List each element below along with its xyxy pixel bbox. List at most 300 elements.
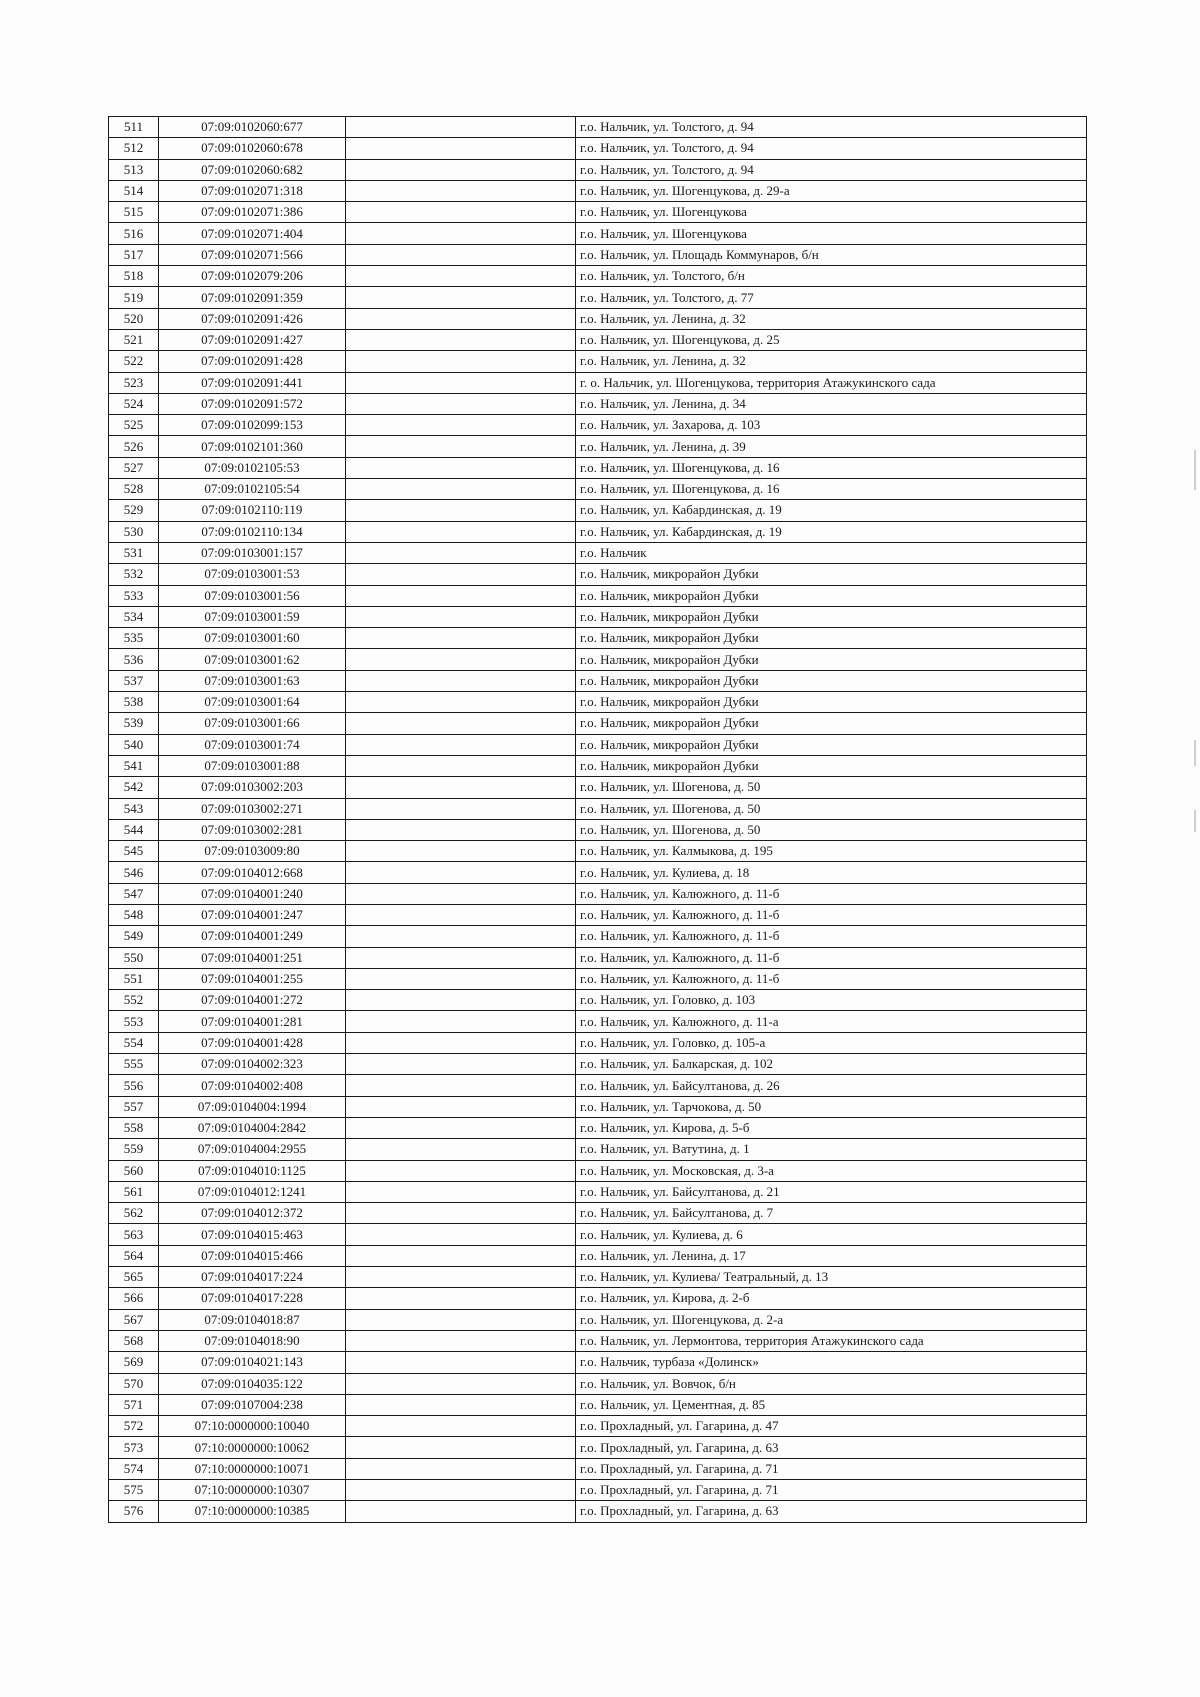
empty-cell (346, 990, 576, 1011)
cadastral-number-cell: 07:09:0104017:224 (159, 1267, 346, 1288)
empty-cell (346, 670, 576, 691)
empty-cell (346, 564, 576, 585)
cadastral-number-cell: 07:09:0102101:360 (159, 436, 346, 457)
address-cell: г.о. Нальчик, ул. Вовчок, б/н (576, 1373, 1087, 1394)
address-cell: г. о. Нальчик, ул. Шогенцукова, территория Атажукинского сада (576, 372, 1087, 393)
row-number-cell: 574 (109, 1458, 159, 1479)
table-row (109, 713, 1087, 734)
address-cell: г.о. Нальчик, ул. Кирова, д. 5-б (576, 1117, 1087, 1138)
empty-cell (346, 1480, 576, 1501)
address-cell: г.о. Прохладный, ул. Гагарина, д. 63 (576, 1501, 1087, 1522)
cadastral-number-cell: 07:10:0000000:10307 (159, 1480, 346, 1501)
row-number-cell: 545 (109, 841, 159, 862)
cadastral-number-cell: 07:09:0104015:466 (159, 1245, 346, 1266)
row-number-cell: 549 (109, 926, 159, 947)
row-number-cell: 576 (109, 1501, 159, 1522)
table-row (109, 1117, 1087, 1138)
empty-cell (346, 457, 576, 478)
row-number-cell: 573 (109, 1437, 159, 1458)
cadastral-number-cell: 07:09:0102091:572 (159, 393, 346, 414)
row-number-cell: 542 (109, 777, 159, 798)
cadastral-number-cell: 07:09:0104010:1125 (159, 1160, 346, 1181)
row-number-cell: 565 (109, 1267, 159, 1288)
table-row (109, 117, 1087, 138)
row-number-cell: 534 (109, 606, 159, 627)
cadastral-number-cell: 07:09:0103002:281 (159, 819, 346, 840)
address-cell: г.о. Нальчик, ул. Калюжного, д. 11-б (576, 904, 1087, 925)
address-cell: г.о. Нальчик, микрорайон Дубки (576, 606, 1087, 627)
cadastral-number-cell: 07:09:0102091:427 (159, 329, 346, 350)
empty-cell (346, 649, 576, 670)
address-cell: г.о. Нальчик, ул. Байсултанова, д. 21 (576, 1181, 1087, 1202)
cadastral-number-cell: 07:09:0102071:386 (159, 202, 346, 223)
cadastral-number-cell: 07:09:0104012:1241 (159, 1181, 346, 1202)
address-cell: г.о. Нальчик, ул. Московская, д. 3-а (576, 1160, 1087, 1181)
row-number-cell: 518 (109, 266, 159, 287)
row-number-cell: 547 (109, 883, 159, 904)
cadastral-number-cell: 07:09:0104001:240 (159, 883, 346, 904)
row-number-cell: 526 (109, 436, 159, 457)
cadastral-number-cell: 07:09:0102091:428 (159, 351, 346, 372)
empty-cell (346, 947, 576, 968)
empty-cell (346, 1139, 576, 1160)
address-cell: г.о. Нальчик, ул. Калюжного, д. 11-б (576, 883, 1087, 904)
address-cell: г.о. Нальчик, ул. Калюжного, д. 11-б (576, 926, 1087, 947)
cadastral-number-cell: 07:09:0104001:249 (159, 926, 346, 947)
address-cell: г.о. Прохладный, ул. Гагарина, д. 71 (576, 1480, 1087, 1501)
table-row (109, 734, 1087, 755)
table-row (109, 457, 1087, 478)
cadastral-number-cell: 07:09:0102071:318 (159, 180, 346, 201)
table-row (109, 372, 1087, 393)
row-number-cell: 543 (109, 798, 159, 819)
address-cell: г.о. Нальчик, ул. Байсултанова, д. 7 (576, 1203, 1087, 1224)
address-cell: г.о. Нальчик, ул. Шогенова, д. 50 (576, 819, 1087, 840)
row-number-cell: 528 (109, 479, 159, 500)
address-cell: г.о. Нальчик, микрорайон Дубки (576, 755, 1087, 776)
table-row (109, 755, 1087, 776)
cadastral-number-cell: 07:09:0107004:238 (159, 1394, 346, 1415)
row-number-cell: 552 (109, 990, 159, 1011)
empty-cell (346, 500, 576, 521)
empty-cell (346, 372, 576, 393)
empty-cell (346, 436, 576, 457)
address-cell: г.о. Нальчик, ул. Калюжного, д. 11-а (576, 1011, 1087, 1032)
table-row (109, 308, 1087, 329)
row-number-cell: 524 (109, 393, 159, 414)
address-cell: г.о. Нальчик, микрорайон Дубки (576, 564, 1087, 585)
address-cell: г.о. Нальчик, микрорайон Дубки (576, 649, 1087, 670)
cadastral-number-cell: 07:09:0102071:404 (159, 223, 346, 244)
address-cell: г.о. Нальчик, ул. Захарова, д. 103 (576, 415, 1087, 436)
cadastral-number-cell: 07:09:0103001:60 (159, 628, 346, 649)
table-row (109, 1245, 1087, 1266)
cadastral-number-cell: 07:09:0103001:62 (159, 649, 346, 670)
row-number-cell: 536 (109, 649, 159, 670)
cadastral-number-cell: 07:09:0102110:119 (159, 500, 346, 521)
address-cell: г.о. Нальчик, ул. Шогенцукова, д. 16 (576, 479, 1087, 500)
empty-cell (346, 606, 576, 627)
row-number-cell: 519 (109, 287, 159, 308)
empty-cell (346, 628, 576, 649)
row-number-cell: 555 (109, 1054, 159, 1075)
address-cell: г.о. Нальчик, ул. Байсултанова, д. 26 (576, 1075, 1087, 1096)
row-number-cell: 557 (109, 1096, 159, 1117)
empty-cell (346, 1075, 576, 1096)
registry-table (108, 116, 1087, 1523)
address-cell: г.о. Нальчик, ул. Калюжного, д. 11-б (576, 968, 1087, 989)
row-number-cell: 539 (109, 713, 159, 734)
address-cell: г.о. Нальчик, ул. Шогенцукова, д. 2-а (576, 1309, 1087, 1330)
address-cell: г.о. Нальчик, ул. Ленина, д. 34 (576, 393, 1087, 414)
table-row (109, 841, 1087, 862)
table-row (109, 542, 1087, 563)
cadastral-number-cell: 07:09:0104017:228 (159, 1288, 346, 1309)
address-cell: г.о. Нальчик, ул. Лермонтова, территория Атажукинского сада (576, 1330, 1087, 1351)
cadastral-number-cell: 07:09:0104018:90 (159, 1330, 346, 1351)
row-number-cell: 551 (109, 968, 159, 989)
cadastral-number-cell: 07:09:0102091:359 (159, 287, 346, 308)
table-row (109, 180, 1087, 201)
cadastral-number-cell: 07:09:0103001:157 (159, 542, 346, 563)
empty-cell (346, 862, 576, 883)
row-number-cell: 529 (109, 500, 159, 521)
empty-cell (346, 1117, 576, 1138)
empty-cell (346, 542, 576, 563)
table-row (109, 1181, 1087, 1202)
row-number-cell: 560 (109, 1160, 159, 1181)
empty-cell (346, 415, 576, 436)
address-cell: г.о. Нальчик, ул. Толстого, д. 94 (576, 117, 1087, 138)
table-row (109, 500, 1087, 521)
row-number-cell: 520 (109, 308, 159, 329)
table-row (109, 585, 1087, 606)
empty-cell (346, 287, 576, 308)
empty-cell (346, 1011, 576, 1032)
table-row (109, 1309, 1087, 1330)
address-cell: г.о. Нальчик, ул. Тарчокова, д. 50 (576, 1096, 1087, 1117)
empty-cell (346, 1458, 576, 1479)
empty-cell (346, 841, 576, 862)
address-cell: г.о. Прохладный, ул. Гагарина, д. 47 (576, 1416, 1087, 1437)
row-number-cell: 537 (109, 670, 159, 691)
empty-cell (346, 926, 576, 947)
table-row (109, 159, 1087, 180)
empty-cell (346, 1032, 576, 1053)
row-number-cell: 570 (109, 1373, 159, 1394)
address-cell: г.о. Нальчик, ул. Толстого, д. 77 (576, 287, 1087, 308)
row-number-cell: 554 (109, 1032, 159, 1053)
empty-cell (346, 1288, 576, 1309)
scan-artifact-right-2 (1194, 740, 1196, 766)
table-row (109, 1288, 1087, 1309)
empty-cell (346, 968, 576, 989)
address-cell: г.о. Нальчик, турбаза «Долинск» (576, 1352, 1087, 1373)
row-number-cell: 521 (109, 329, 159, 350)
cadastral-number-cell: 07:09:0104001:281 (159, 1011, 346, 1032)
empty-cell (346, 1330, 576, 1351)
row-number-cell: 538 (109, 692, 159, 713)
table-row (109, 1011, 1087, 1032)
empty-cell (346, 904, 576, 925)
row-number-cell: 566 (109, 1288, 159, 1309)
empty-cell (346, 1267, 576, 1288)
cadastral-number-cell: 07:09:0104002:323 (159, 1054, 346, 1075)
row-number-cell: 564 (109, 1245, 159, 1266)
row-number-cell: 522 (109, 351, 159, 372)
cadastral-number-cell: 07:09:0103001:63 (159, 670, 346, 691)
table-row (109, 1267, 1087, 1288)
cadastral-number-cell: 07:09:0103001:53 (159, 564, 346, 585)
table-row (109, 990, 1087, 1011)
row-number-cell: 575 (109, 1480, 159, 1501)
address-cell: г.о. Нальчик, ул. Толстого, д. 94 (576, 159, 1087, 180)
row-number-cell: 559 (109, 1139, 159, 1160)
cadastral-number-cell: 07:09:0104001:272 (159, 990, 346, 1011)
table-row (109, 1501, 1087, 1522)
table-row (109, 606, 1087, 627)
row-number-cell: 525 (109, 415, 159, 436)
table-row (109, 628, 1087, 649)
address-cell: г.о. Нальчик, ул. Балкарская, д. 102 (576, 1054, 1087, 1075)
row-number-cell: 567 (109, 1309, 159, 1330)
table-row (109, 564, 1087, 585)
cadastral-number-cell: 07:09:0103001:56 (159, 585, 346, 606)
empty-cell (346, 202, 576, 223)
table-row (109, 329, 1087, 350)
address-cell: г.о. Нальчик, ул. Головко, д. 105-а (576, 1032, 1087, 1053)
table-row (109, 436, 1087, 457)
cadastral-number-cell: 07:09:0104004:1994 (159, 1096, 346, 1117)
table-row (109, 947, 1087, 968)
table-row (109, 862, 1087, 883)
address-cell: г.о. Нальчик, ул. Головко, д. 103 (576, 990, 1087, 1011)
cadastral-number-cell: 07:09:0103001:74 (159, 734, 346, 755)
row-number-cell: 569 (109, 1352, 159, 1373)
address-cell: г.о. Нальчик, ул. Кулиева, д. 18 (576, 862, 1087, 883)
empty-cell (346, 138, 576, 159)
empty-cell (346, 755, 576, 776)
empty-cell (346, 1437, 576, 1458)
cadastral-number-cell: 07:10:0000000:10040 (159, 1416, 346, 1437)
empty-cell (346, 479, 576, 500)
empty-cell (346, 1394, 576, 1415)
table-row (109, 968, 1087, 989)
table-row (109, 1416, 1087, 1437)
table-row (109, 287, 1087, 308)
address-cell: г.о. Нальчик, ул. Шогенцукова (576, 202, 1087, 223)
cadastral-number-cell: 07:09:0102079:206 (159, 266, 346, 287)
row-number-cell: 535 (109, 628, 159, 649)
table-row (109, 415, 1087, 436)
empty-cell (346, 1054, 576, 1075)
cadastral-number-cell: 07:10:0000000:10385 (159, 1501, 346, 1522)
address-cell: г.о. Нальчик, ул. Толстого, д. 94 (576, 138, 1087, 159)
table-row (109, 1054, 1087, 1075)
table-row (109, 798, 1087, 819)
cadastral-number-cell: 07:10:0000000:10071 (159, 1458, 346, 1479)
table-row (109, 904, 1087, 925)
row-number-cell: 563 (109, 1224, 159, 1245)
empty-cell (346, 223, 576, 244)
address-cell: г.о. Нальчик, ул. Кабардинская, д. 19 (576, 521, 1087, 542)
empty-cell (346, 1160, 576, 1181)
table-row (109, 1139, 1087, 1160)
empty-cell (346, 1501, 576, 1522)
address-cell: г.о. Нальчик, ул. Калюжного, д. 11-б (576, 947, 1087, 968)
empty-cell (346, 521, 576, 542)
row-number-cell: 517 (109, 244, 159, 265)
address-cell: г.о. Нальчик, ул. Ленина, д. 39 (576, 436, 1087, 457)
empty-cell (346, 1181, 576, 1202)
empty-cell (346, 692, 576, 713)
empty-cell (346, 777, 576, 798)
table-row (109, 1373, 1087, 1394)
empty-cell (346, 883, 576, 904)
table-row (109, 692, 1087, 713)
address-cell: г.о. Нальчик, микрорайон Дубки (576, 692, 1087, 713)
empty-cell (346, 1309, 576, 1330)
row-number-cell: 533 (109, 585, 159, 606)
row-number-cell: 572 (109, 1416, 159, 1437)
cadastral-number-cell: 07:09:0103002:271 (159, 798, 346, 819)
address-cell: г.о. Нальчик, ул. Ленина, д. 17 (576, 1245, 1087, 1266)
address-cell: г.о. Нальчик (576, 542, 1087, 563)
address-cell: г.о. Нальчик, ул. Ленина, д. 32 (576, 308, 1087, 329)
empty-cell (346, 159, 576, 180)
address-cell: г.о. Нальчик, ул. Шогенова, д. 50 (576, 777, 1087, 798)
cadastral-number-cell: 07:09:0103001:59 (159, 606, 346, 627)
row-number-cell: 562 (109, 1203, 159, 1224)
table-row (109, 1352, 1087, 1373)
address-cell: г.о. Нальчик, ул. Кулиева/ Театральный, д. 13 (576, 1267, 1087, 1288)
cadastral-number-cell: 07:09:0104001:255 (159, 968, 346, 989)
table-row (109, 393, 1087, 414)
table-row (109, 479, 1087, 500)
empty-cell (346, 1096, 576, 1117)
cadastral-number-cell: 07:09:0104012:372 (159, 1203, 346, 1224)
empty-cell (346, 585, 576, 606)
address-cell: г.о. Нальчик, ул. Шогенцукова, д. 25 (576, 329, 1087, 350)
cadastral-number-cell: 07:09:0102091:441 (159, 372, 346, 393)
table-row (109, 1032, 1087, 1053)
table-row (109, 202, 1087, 223)
address-cell: г.о. Нальчик, микрорайон Дубки (576, 585, 1087, 606)
table-row (109, 649, 1087, 670)
empty-cell (346, 734, 576, 755)
cadastral-number-cell: 07:09:0104001:247 (159, 904, 346, 925)
cadastral-number-cell: 07:09:0102099:153 (159, 415, 346, 436)
row-number-cell: 511 (109, 117, 159, 138)
address-cell: г.о. Нальчик, ул. Кирова, д. 2-б (576, 1288, 1087, 1309)
row-number-cell: 531 (109, 542, 159, 563)
cadastral-number-cell: 07:09:0104002:408 (159, 1075, 346, 1096)
address-cell: г.о. Нальчик, ул. Шогенова, д. 50 (576, 798, 1087, 819)
table-row (109, 1203, 1087, 1224)
address-cell: г.о. Нальчик, ул. Площадь Коммунаров, б/н (576, 244, 1087, 265)
row-number-cell: 568 (109, 1330, 159, 1351)
table-row (109, 819, 1087, 840)
table-row (109, 244, 1087, 265)
row-number-cell: 548 (109, 904, 159, 925)
address-cell: г.о. Нальчик, ул. Кабардинская, д. 19 (576, 500, 1087, 521)
empty-cell (346, 180, 576, 201)
table-row (109, 883, 1087, 904)
empty-cell (346, 1373, 576, 1394)
empty-cell (346, 798, 576, 819)
address-cell: г.о. Нальчик, ул. Толстого, б/н (576, 266, 1087, 287)
row-number-cell: 571 (109, 1394, 159, 1415)
row-number-cell: 553 (109, 1011, 159, 1032)
row-number-cell: 546 (109, 862, 159, 883)
address-cell: г.о. Нальчик, ул. Шогенцукова (576, 223, 1087, 244)
row-number-cell: 541 (109, 755, 159, 776)
table-row (109, 266, 1087, 287)
address-cell: г.о. Нальчик, микрорайон Дубки (576, 670, 1087, 691)
cadastral-number-cell: 07:09:0104012:668 (159, 862, 346, 883)
cadastral-number-cell: 07:09:0102060:678 (159, 138, 346, 159)
table-row (109, 1330, 1087, 1351)
empty-cell (346, 244, 576, 265)
empty-cell (346, 393, 576, 414)
table-row (109, 670, 1087, 691)
table-row (109, 1075, 1087, 1096)
empty-cell (346, 1203, 576, 1224)
table-row (109, 1437, 1087, 1458)
table-row (109, 1394, 1087, 1415)
empty-cell (346, 1245, 576, 1266)
cadastral-number-cell: 07:09:0104021:143 (159, 1352, 346, 1373)
cadastral-number-cell: 07:09:0104004:2955 (159, 1139, 346, 1160)
cadastral-number-cell: 07:09:0102105:53 (159, 457, 346, 478)
address-cell: г.о. Нальчик, ул. Ватутина, д. 1 (576, 1139, 1087, 1160)
registry-table-body (109, 117, 1087, 1523)
address-cell: г.о. Прохладный, ул. Гагарина, д. 63 (576, 1437, 1087, 1458)
cadastral-number-cell: 07:09:0103001:66 (159, 713, 346, 734)
cadastral-number-cell: 07:09:0102060:682 (159, 159, 346, 180)
cadastral-number-cell: 07:10:0000000:10062 (159, 1437, 346, 1458)
row-number-cell: 527 (109, 457, 159, 478)
cadastral-number-cell: 07:09:0104018:87 (159, 1309, 346, 1330)
address-cell: г.о. Нальчик, микрорайон Дубки (576, 713, 1087, 734)
address-cell: г.о. Прохладный, ул. Гагарина, д. 71 (576, 1458, 1087, 1479)
cadastral-number-cell: 07:09:0103009:80 (159, 841, 346, 862)
empty-cell (346, 308, 576, 329)
empty-cell (346, 1352, 576, 1373)
row-number-cell: 561 (109, 1181, 159, 1202)
table-row (109, 1480, 1087, 1501)
table-row (109, 1096, 1087, 1117)
address-cell: г.о. Нальчик, ул. Шогенцукова, д. 16 (576, 457, 1087, 478)
cadastral-number-cell: 07:09:0102091:426 (159, 308, 346, 329)
row-number-cell: 512 (109, 138, 159, 159)
row-number-cell: 556 (109, 1075, 159, 1096)
row-number-cell: 540 (109, 734, 159, 755)
address-cell: г.о. Нальчик, ул. Шогенцукова, д. 29-а (576, 180, 1087, 201)
address-cell: г.о. Нальчик, ул. Цементная, д. 85 (576, 1394, 1087, 1415)
cadastral-number-cell: 07:09:0103001:64 (159, 692, 346, 713)
cadastral-number-cell: 07:09:0102110:134 (159, 521, 346, 542)
row-number-cell: 550 (109, 947, 159, 968)
table-row (109, 351, 1087, 372)
row-number-cell: 530 (109, 521, 159, 542)
row-number-cell: 514 (109, 180, 159, 201)
cadastral-number-cell: 07:09:0102060:677 (159, 117, 346, 138)
cadastral-number-cell: 07:09:0102105:54 (159, 479, 346, 500)
empty-cell (346, 819, 576, 840)
table-row (109, 926, 1087, 947)
scan-artifact-right-3 (1194, 810, 1196, 832)
